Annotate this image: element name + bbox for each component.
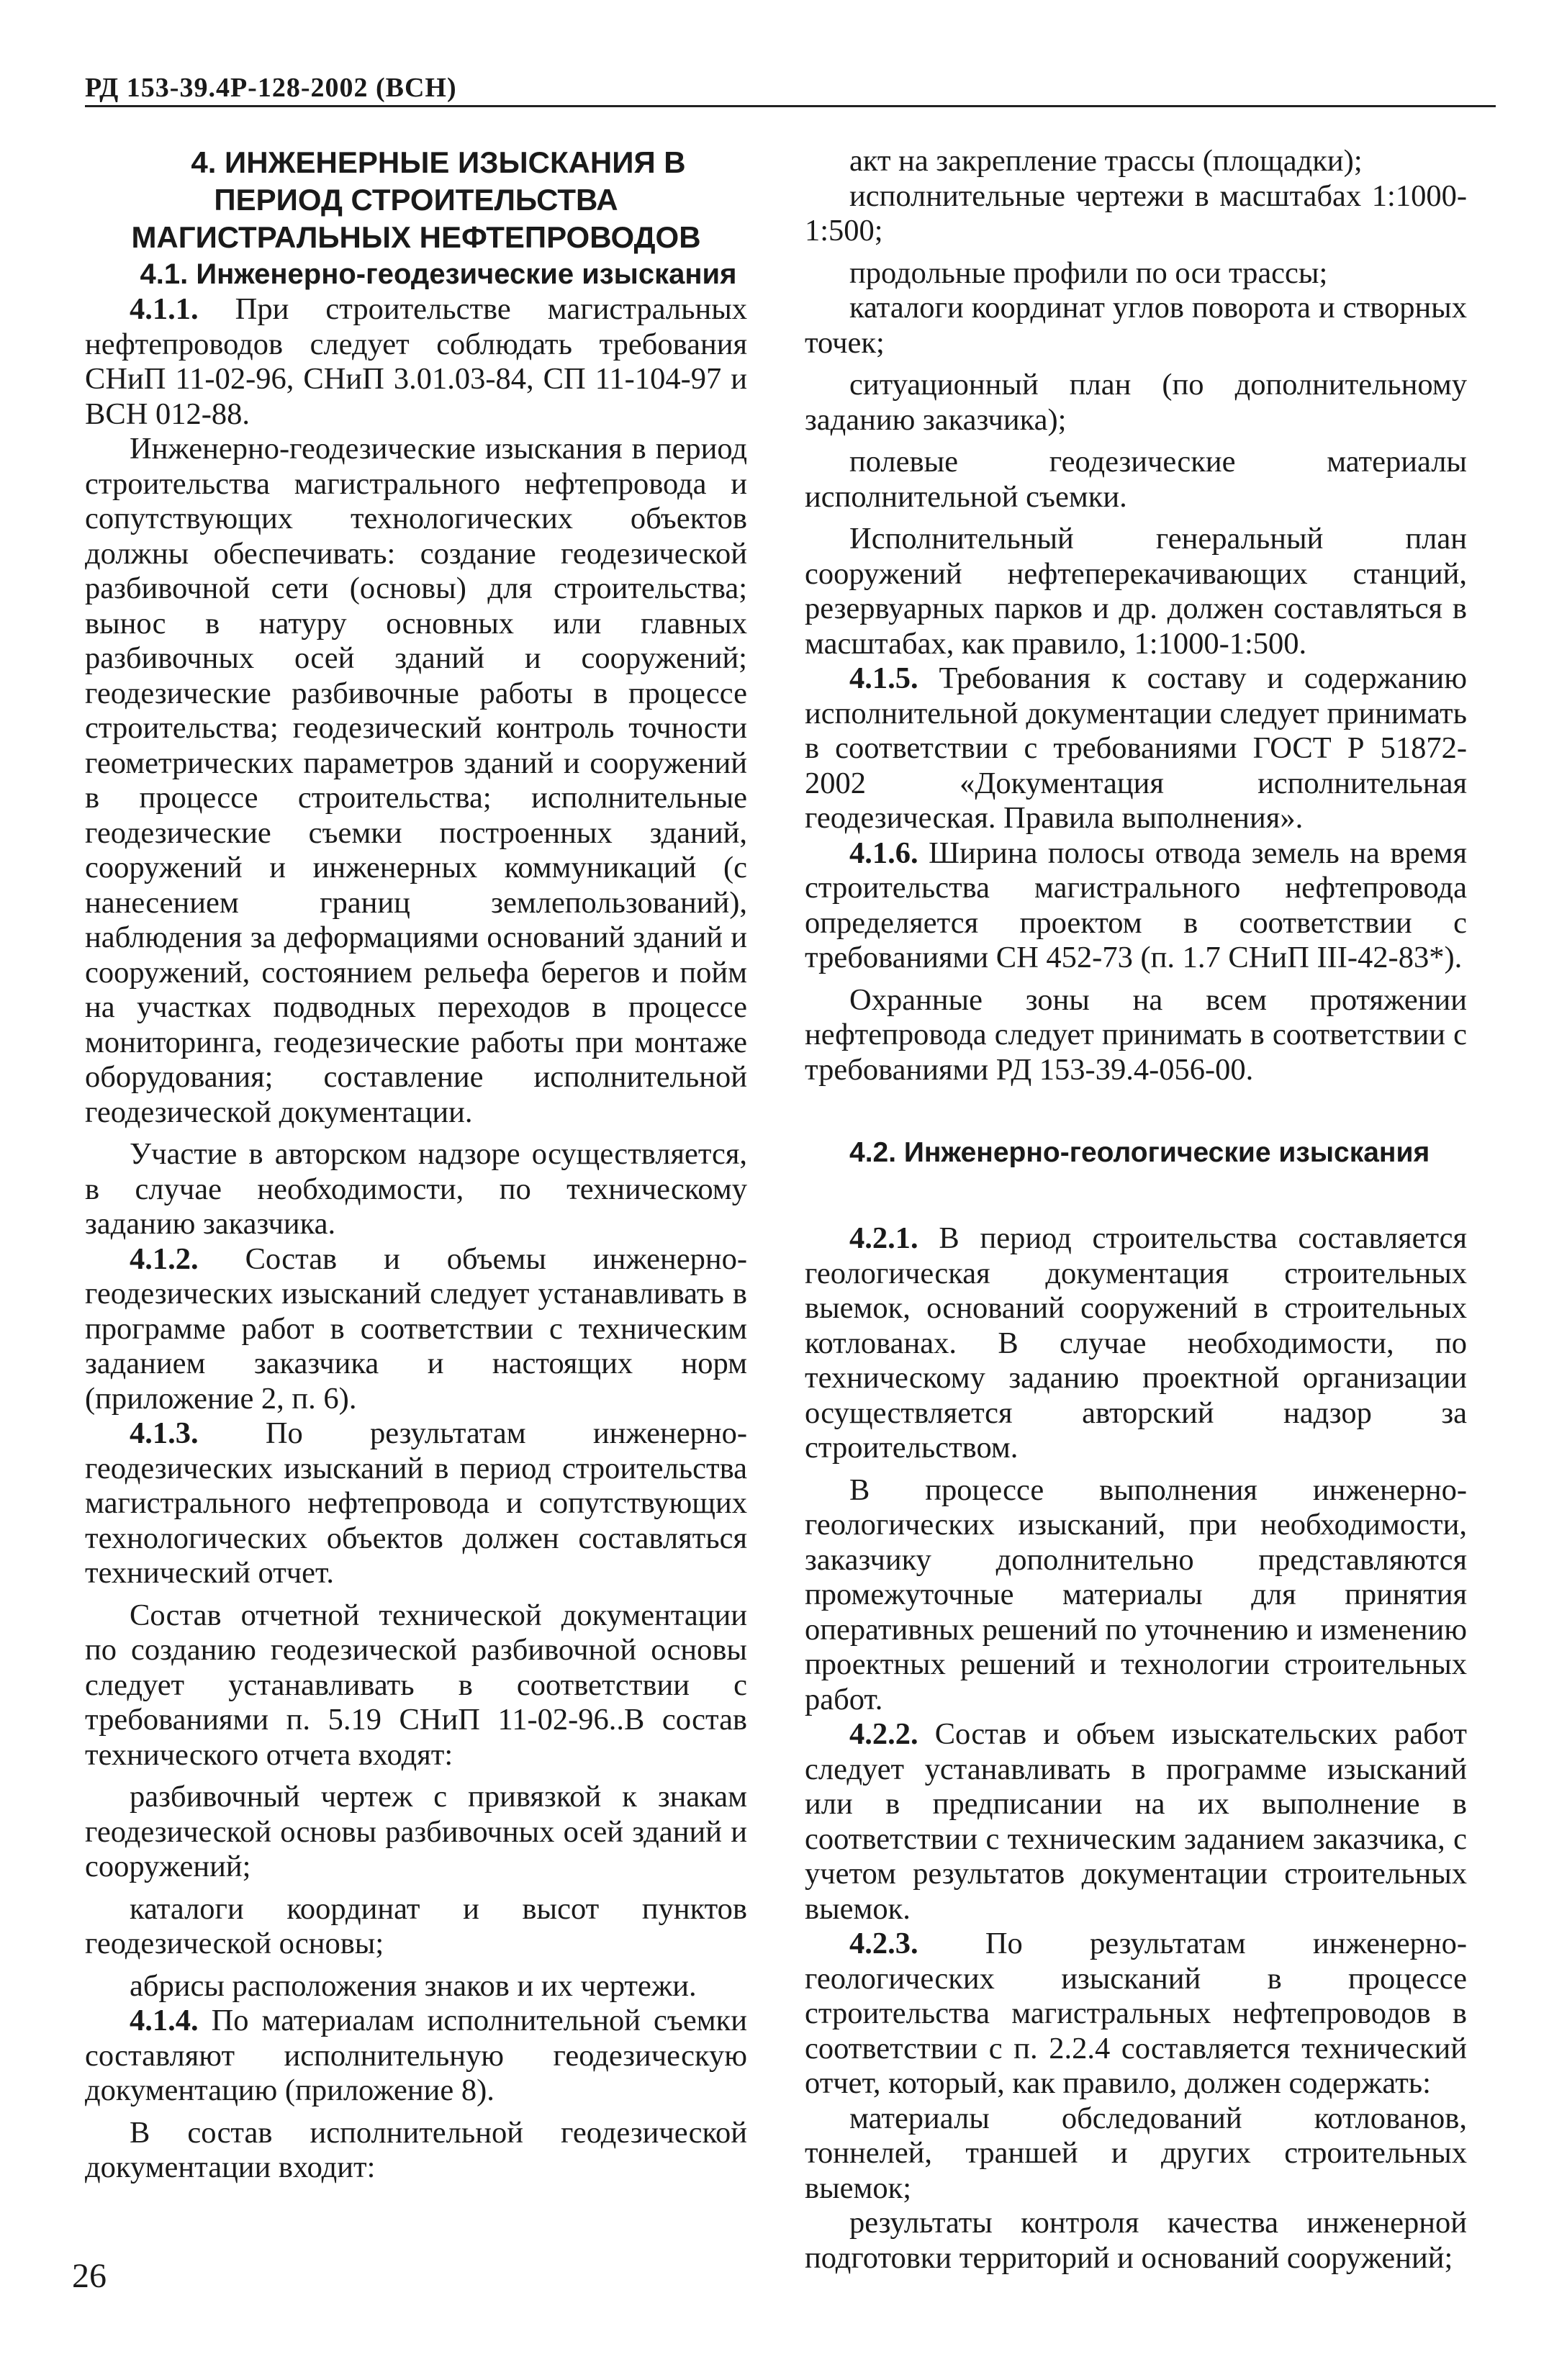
- clause-number: 4.1.3.: [130, 1416, 199, 1450]
- list-item: абрисы расположения знаков и их чертежи.: [130, 1968, 697, 2003]
- right-column: [805, 144, 1467, 2276]
- clause-number: 4.2.2.: [849, 1717, 918, 1751]
- list-item: акт на закрепление трассы (площадки);: [849, 144, 1363, 178]
- paragraph: Состав отчетной технической документации по созданию геодезической разбивочной основы следует устанавливать в соответствии с требованиями п. 5.19 СНиП 11-02-96..В состав технического отчета входят:: [85, 1598, 747, 1772]
- paragraph-4-1-5: 4.1.5. Требования к составу и содержанию исполнительной документации следует принимать в соответствии с требованиями ГОСТ Р 51872-2002 «Документация исполнительная геодезическая. Правила выполнения».: [805, 661, 1467, 835]
- clause-number: 4.1.6.: [849, 836, 918, 870]
- section-4-1-title: 4.1. Инженерно-геодезические изыскания: [140, 258, 737, 290]
- list-item: ситуационный план (по дополнительному заданию заказчика);: [805, 368, 1467, 437]
- clause-number: 4.1.5.: [849, 661, 918, 695]
- clause-number: 4.1.4.: [130, 2004, 199, 2037]
- document-code-header: РД 153-39.4Р-128-2002 (ВСН): [85, 73, 457, 103]
- chapter-title: 4. ИНЖЕНЕРНЫЕ ИЗЫСКАНИЯ В ПЕРИОД СТРОИТЕЛЬСТВА МАГИСТРАЛЬНЫХ НЕФТЕПРОВОДОВ: [131, 145, 701, 254]
- paragraph: В процессе выполнения инженерно-геологических изысканий, при необходимости, заказчику дополнительно представляются промежуточные материалы для принятия оперативных решений по уточнению и изменению проектных решений и технологии строительных работ.: [805, 1472, 1467, 1716]
- paragraph-4-2-3: 4.2.3. По результатам инженерно-геологических изысканий в процессе строительства магистральных нефтепроводов в соответствии с п. 2.2.4 составляется технический отчет, который, как правило, должен содержать:: [805, 1927, 1467, 2100]
- list-item: каталоги координат и высот пунктов геодезической основы;: [85, 1891, 747, 1960]
- clause-number: 4.2.1.: [849, 1221, 918, 1255]
- paragraph: В состав исполнительной геодезической документации входит:: [85, 2115, 747, 2184]
- list-item: каталоги координат углов поворота и створных точек;: [805, 291, 1467, 360]
- paragraph: Инженерно-геодезические изыскания в период строительства магистрального нефтепровода и сопутствующих технологических объектов должны обеспечивать: создание геодезической разбивочной сети (основы) для строительства; вынос в натуру основных или главных разбивочных осей зданий и сооружений; геодезические разбивочные работы в процессе строительства; геодезический контроль точности геометрических параметров зданий и сооружений в процессе строительства; исполнительные геодезические съемки построенных зданий, сооружений и инженерных коммуникаций (с нанесением границ землепользований), наблюдения за деформациями оснований зданий и сооружений, состоянием рельефа берегов и пойм на участках подводных переходов в процессе мониторинга, геодезические работы при монтаже оборудования; составление исполнительной геодезической документации.: [85, 432, 747, 1129]
- paragraph-4-1-2: 4.1.2. Состав и объемы инженерно-геодезических изысканий следует устанавливать в программе работ в соответствии с техническим заданием заказчика и настоящих норм (приложение 2, п. 6).: [85, 1241, 747, 1416]
- clause-number: 4.2.3.: [849, 1927, 918, 1960]
- list-item: исполнительные чертежи в масштабах 1:1000-1:500;: [805, 178, 1467, 248]
- list-item: результаты контроля качества инженерной подготовки территорий и оснований сооружений;: [805, 2206, 1467, 2275]
- paragraph-4-1-1: 4.1.1. При строительстве магистральных нефтепроводов следует соблюдать требования СНиП 11-02-96, СНиП 3.01.03-84, СП 11-104-97 и ВСН 012-88.: [85, 292, 748, 431]
- page-number: 26: [72, 2257, 107, 2295]
- paragraph: Исполнительный генеральный план сооружений нефтеперекачивающих станций, резервуарных парков и др. должен составляться в масштабах, как правило, 1:1000-1:500.: [805, 522, 1467, 661]
- paragraph: Участие в авторском надзоре осуществляется, в случае необходимости, по техническому заданию заказчика.: [85, 1137, 747, 1241]
- list-item: материалы обследований котлованов, тоннелей, траншей и других строительных выемок;: [805, 2101, 1467, 2205]
- section-4-2-title: 4.2. Инженерно-геологические изыскания: [849, 1137, 1430, 1168]
- clause-number: 4.1.1.: [130, 292, 199, 326]
- clause-number: 4.1.2.: [130, 1241, 199, 1276]
- list-item: полевые геодезические материалы исполнительной съемки.: [805, 445, 1467, 514]
- paragraph: Охранные зоны на всем протяжении нефтепровода следует принимать в соответствии с требованиями РД 153-39.4-056-00.: [805, 982, 1467, 1087]
- paragraph-4-1-6: 4.1.6. Ширина полосы отвода земель на время строительства магистрального нефтепровода определяется проектом в соответствии с требованиями СН 452-73 (п. 1.7 СНиП III-42-83*).: [805, 836, 1467, 974]
- paragraph-4-2-1: 4.2.1. В период строительства составляется геологическая документация строительных выемок, оснований сооружений в строительных котлованах. В случае необходимости, по техническому заданию проектной организации осуществляется авторский надзор за строительством.: [805, 1221, 1467, 1465]
- left-column: [85, 144, 747, 2186]
- paragraph-4-2-2: 4.2.2. Состав и объем изыскательских работ следует устанавливать в программе изысканий или в предписании на их выполнение в соответствии с техническим заданием заказчика, с учетом результатов документации строительных выемок.: [805, 1717, 1467, 1926]
- header-rule: [85, 105, 1496, 107]
- paragraph-4-1-4: 4.1.4. По материалам исполнительной съемки составляют исполнительную геодезическую документацию (приложение 8).: [85, 2004, 747, 2107]
- list-item: разбивочный чертеж с привязкой к знакам геодезической основы разбивочных осей зданий и сооружений;: [85, 1780, 747, 1883]
- paragraph-4-1-3: 4.1.3. По результатам инженерно-геодезических изысканий в период строительства магистрального нефтепровода и сопутствующих технологических объектов должен составляться технический отчет.: [85, 1416, 747, 1590]
- list-item: продольные профили по оси трассы;: [849, 255, 1328, 290]
